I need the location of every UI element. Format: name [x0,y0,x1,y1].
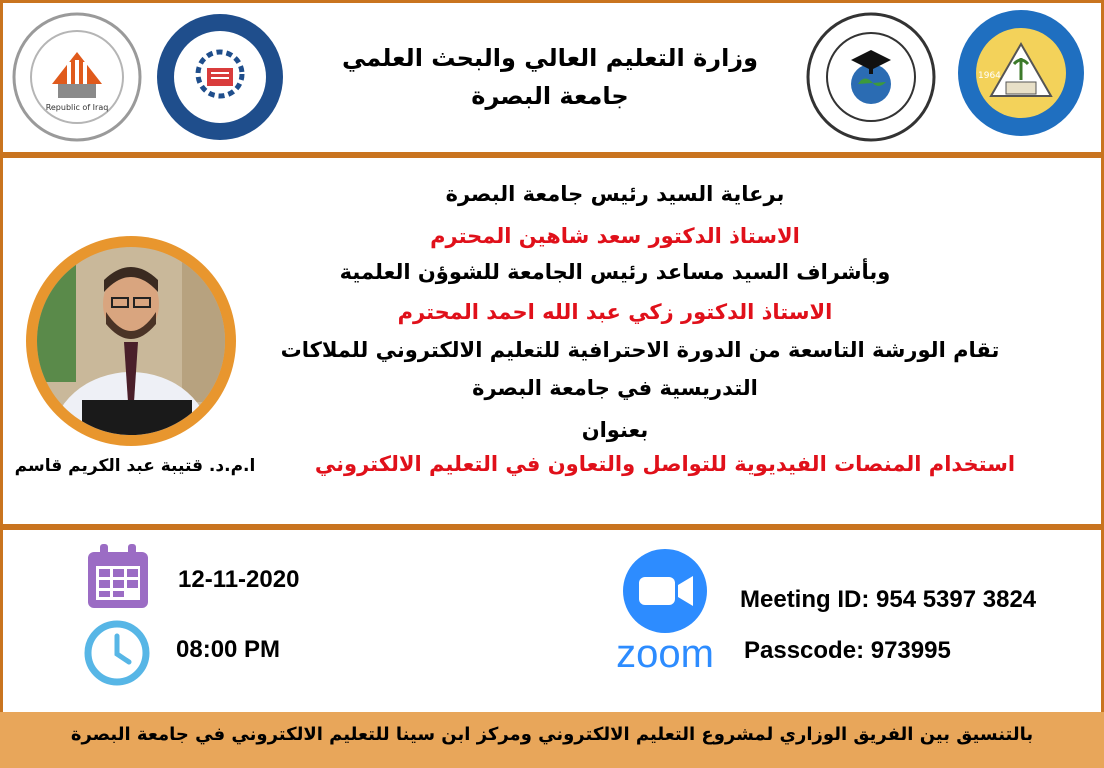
svg-text:1964: 1964 [978,71,1001,81]
announcement-line-4: الاستاذ الدكتور زكي عبد الله احمد المحترم [397,300,833,324]
meeting-id: Meeting ID: 954 5397 3824 [740,586,1037,613]
zoom-logo [585,545,745,675]
announcement-line-3: وبأشراف السيد مساعد رئيس الجامعة للشوؤن العلمية [339,260,891,284]
announcement-line-7: بعنوان [581,418,649,442]
announcement-line-6: التدريسية في جامعة البصرة [472,376,758,400]
svg-text:Republic of Iraq: Republic of Iraq [45,103,109,112]
divider-middle [0,524,1104,530]
divider-top [0,152,1104,158]
avicenna-center-logo [806,12,936,142]
event-date: 12-11-2020 [178,566,300,593]
svg-text:zoom: zoom [616,632,714,675]
event-time: 08:00 PM [176,636,281,663]
passcode: Passcode: 973995 [744,637,951,664]
university-title: جامعة البصرة [471,82,629,110]
ministry-title: وزارة التعليم العالي والبحث العلمي [341,44,759,72]
footer-text: بالتنسيق بين الفريق الوزاري لمشروع التعليم الالكتروني ومركز ابن سينا للتعليم الالكتروني في جامعة البصرة [70,724,1034,745]
clock-icon [84,620,150,686]
announcement-line-1: برعاية السيد رئيس جامعة البصرة [445,182,785,206]
university-basrah-logo [956,8,1086,138]
speaker-photo [22,232,240,450]
announcement-line-2: الاستاذ الدكتور سعد شاهين المحترم [430,224,800,248]
calendar-icon [88,544,148,608]
announcement-line-8: استخدام المنصات الفيديوية للتواصل والتعاون في التعليم الالكتروني [314,452,1016,476]
ministry-logo [12,12,142,142]
announcement-line-5: تقام الورشة التاسعة من الدورة الاحترافية للتعليم الالكتروني للملاكات [280,338,1000,362]
elearning-project-logo [155,12,285,142]
speaker-name: ا.م.د. قتيبة عبد الكريم قاسم [14,456,256,476]
